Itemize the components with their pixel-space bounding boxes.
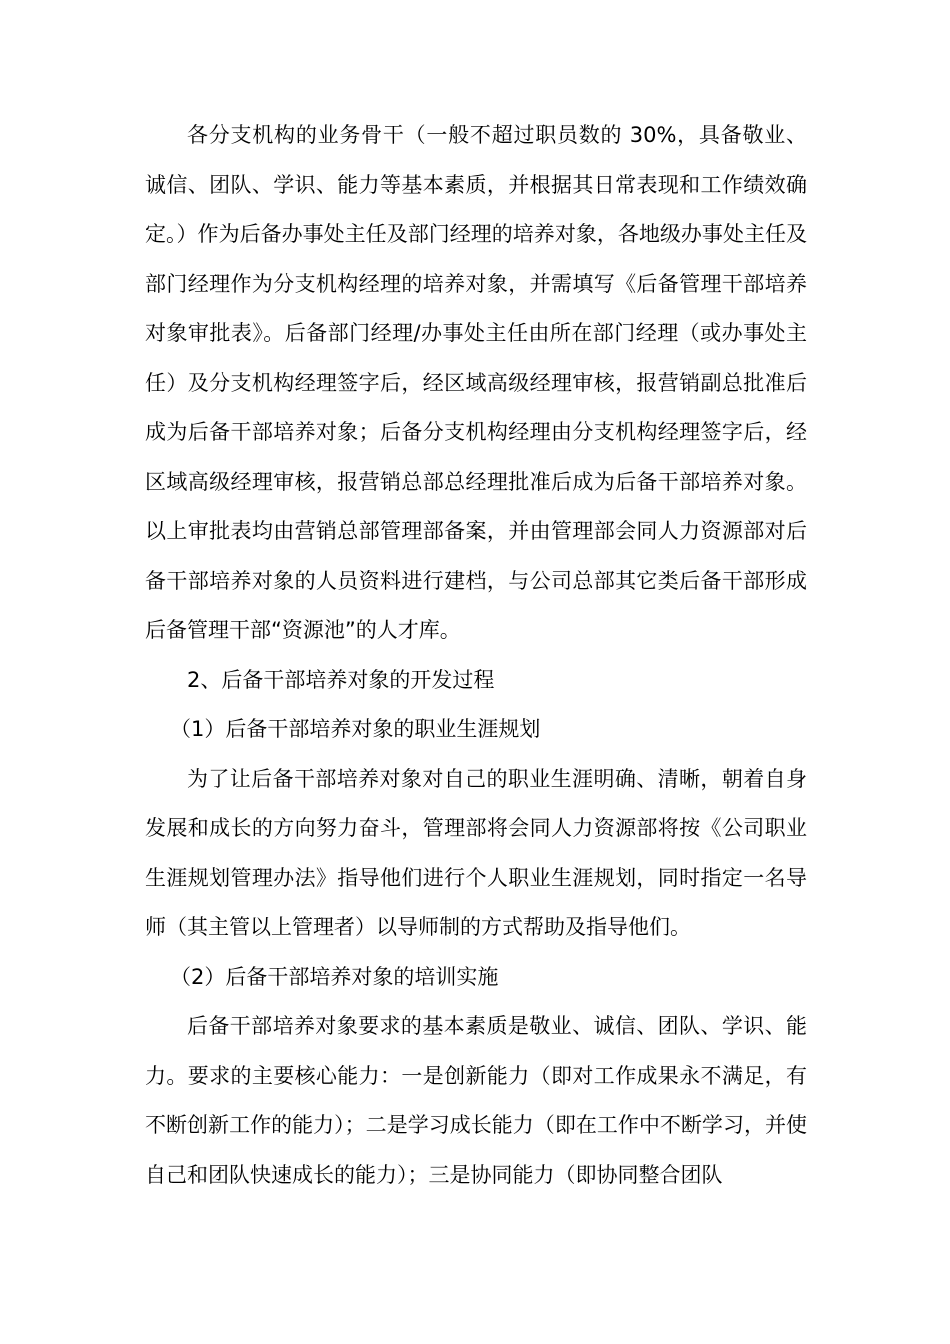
subsection-heading-career-planning: （1）后备干部培养对象的职业生涯规划	[170, 717, 541, 741]
document-body	[145, 111, 807, 1200]
section-heading-development-process: 2、后备干部培养对象的开发过程	[187, 667, 495, 692]
paragraph-selection-criteria: 各分支机构的业务骨干（一般不超过职员数的 30%，具备敬业、诚信、团队、学识、能力等基本素质，并根据其日常表现和工作绩效确定。）作为后备办事处主任及部门经理的培养对象，各地级办事处主任及部门经理作为分支机构经理的培养对象，并需填写《后备管理干部培养对象审批表》。后备部门经理/办事处主任由所在部门经理（或办事处主任）及分支机构经理签字后，经区域高级经理审核，报营销副总批准后成为后备干部培养对象；后备分支机构经理由分支机构经理签字后，经区域高级经理审核，报营销总部总经理批准后成为后备干部培养对象。以上审批表均由营销总部管理部备案，并由管理部会同人力资源部对后备干部培养对象的人员资料进行建档，与公司总部其它类后备干部形成后备管理干部“资源池”的人才库。	[145, 123, 807, 642]
paragraph-training: 后备干部培养对象要求的基本素质是敬业、诚信、团队、学识、能力。要求的主要核心能力：一是创新能力（即对工作成果永不满足，有不断创新工作的能力）；二是学习成长能力（即在工作中不断学习，并使自己和团队快速成长的能力）；三是协同能力（即协同整合团队	[145, 1014, 807, 1187]
paragraph-career-planning: 为了让后备干部培养对象对自己的职业生涯明确、清晰，朝着自身发展和成长的方向努力奋斗，管理部将会同人力资源部将按《公司职业生涯规划管理办法》指导他们进行个人职业生涯规划，同时指定一名导师（其主管以上管理者）以导师制的方式帮助及指导他们。	[145, 766, 807, 939]
subsection-heading-training: （2）后备干部培养对象的培训实施	[170, 964, 499, 989]
